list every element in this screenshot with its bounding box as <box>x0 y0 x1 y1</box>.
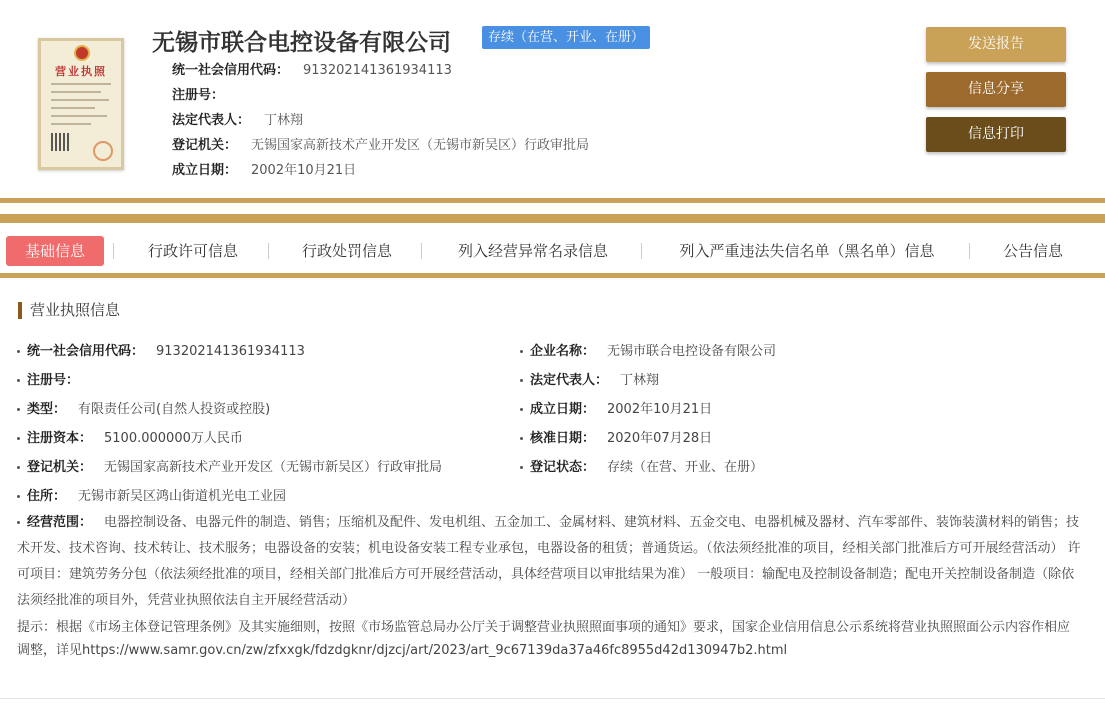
bullet-icon <box>520 466 523 469</box>
bottom-divider <box>0 698 1105 699</box>
field-credit-code <box>17 340 305 359</box>
header-legal-rep <box>172 109 303 128</box>
business-license-thumbnail[interactable] <box>38 38 124 170</box>
notice-text: 提示：根据《市场主体登记管理条例》及其实施细则，按照《市场监管总局办公厅关于调整营业执照照面事项的通知》要求，国家企业信用信息公示系统将营业执照照面公示内容作相应调整，详见https://www.samr.gov.cn/zw/zfxxgk/fdzdgknr/djzcj/art/2023/art_9c67139da37a46fc8955d42d130947b2.html <box>17 620 1071 658</box>
tab-blacklist[interactable]: 列入严重违法失信名单（黑名单）信息 <box>679 242 935 260</box>
license-title: 营业执照 <box>55 65 107 78</box>
bullet-icon <box>17 379 20 382</box>
header-value: 无锡国家高新技术产业开发区（无锡市新吴区）行政审批局 <box>251 138 590 153</box>
status-badge: 存续（在营、开业、在册） <box>482 26 650 49</box>
header-authority <box>172 134 589 153</box>
qr-code-icon <box>51 133 69 151</box>
license-text-line <box>51 99 109 101</box>
print-info-button[interactable]: 信息打印 <box>926 117 1066 152</box>
tab-divider <box>969 243 970 259</box>
company-header <box>0 0 1105 198</box>
license-text-line <box>51 123 91 125</box>
field-value: 2020年07月28日 <box>607 431 713 446</box>
field-value: 丁林翔 <box>620 373 660 388</box>
tab-divider <box>268 243 269 259</box>
tab-announcement[interactable]: 公告信息 <box>1002 242 1063 260</box>
share-info-button[interactable]: 信息分享 <box>926 72 1066 107</box>
field-label: 经营范围： <box>27 515 93 530</box>
header-reg-no <box>172 84 238 103</box>
field-authority <box>17 456 442 475</box>
tab-admin-penalty[interactable]: 行政处罚信息 <box>301 242 392 260</box>
field-value: 无锡国家高新技术产业开发区（无锡市新吴区）行政审批局 <box>104 460 443 475</box>
business-scope <box>17 510 1082 614</box>
field-label: 住所： <box>27 489 67 504</box>
bullet-icon <box>17 521 20 524</box>
field-value: 5100.000000万人民币 <box>104 431 243 446</box>
field-label: 统一社会信用代码： <box>27 344 145 359</box>
field-address <box>17 485 286 504</box>
national-emblem-icon <box>74 45 90 61</box>
bullet-icon <box>17 495 20 498</box>
tab-divider <box>421 243 422 259</box>
bullet-icon <box>17 350 20 353</box>
company-name-title: 无锡市联合电控设备有限公司 <box>152 30 451 56</box>
field-label: 登记状态： <box>530 460 596 475</box>
license-text-line <box>51 91 101 93</box>
tab-divider <box>641 243 642 259</box>
field-value: 有限责任公司(自然人投资或控股) <box>78 402 271 417</box>
field-company-name <box>520 340 776 359</box>
bullet-icon <box>17 466 20 469</box>
field-value: 存续（在营、开业、在册） <box>607 460 764 475</box>
field-reg-status <box>520 456 763 475</box>
field-value: 无锡市新吴区鸿山街道机光电工业园 <box>78 489 287 504</box>
license-text-line <box>51 107 95 109</box>
field-label: 成立日期： <box>530 402 596 417</box>
header-label: 成立日期： <box>172 163 238 178</box>
field-label: 登记机关： <box>27 460 93 475</box>
official-seal-icon <box>93 141 113 161</box>
field-value: 913202141361934113 <box>156 344 305 359</box>
field-label: 类型： <box>27 402 67 417</box>
bullet-icon <box>17 408 20 411</box>
header-label: 注册号： <box>172 88 225 103</box>
header-value: 丁林翔 <box>264 113 304 128</box>
field-approve-date <box>520 427 712 446</box>
header-label: 统一社会信用代码： <box>172 63 290 78</box>
header-found-date <box>172 159 356 178</box>
header-credit-code <box>172 59 452 78</box>
tab-abnormal-operation[interactable]: 列入经营异常名录信息 <box>457 242 608 260</box>
field-value: 2002年10月21日 <box>607 402 713 417</box>
header-value: 2002年10月21日 <box>251 163 357 178</box>
license-text-line <box>51 83 111 85</box>
license-text-line <box>51 115 107 117</box>
info-tabs <box>0 230 1105 270</box>
bullet-icon <box>520 350 523 353</box>
header-divider-top <box>0 198 1105 203</box>
field-capital <box>17 427 243 446</box>
header-label: 法定代表人： <box>172 113 251 128</box>
field-label: 注册号： <box>27 373 80 388</box>
field-found-date <box>520 398 712 417</box>
field-label: 法定代表人： <box>530 373 609 388</box>
tabs-underline <box>0 273 1105 278</box>
header-divider-bottom <box>0 214 1105 223</box>
send-report-button[interactable]: 发送报告 <box>926 27 1066 62</box>
field-value: 电器控制设备、电器元件的制造、销售；压缩机及配件、发电机组、五金加工、金属材料、建筑材料、五金交电、电器机械及器材、汽车零部件、装饰装潢材料的销售；技术开发、技术咨询、技术转让、技术服务；电器设备的安装；机电设备安装工程专业承包，电器设备的租赁；普通货运。（依法须经批准的项目，经相关部门批准后方可开展经营活动） 许可项目：建筑劳务分包（依法须经批准的项目，经相关部门批准后方可开展经营活动，具体经营项目以审批结果为准） 一般项目：输配电及控制设备制造；配电开关控制设备制造（除依法须经批准的项目外，凭营业执照依法自主开展经营活动） <box>17 515 1081 608</box>
field-legal-rep <box>520 369 659 388</box>
field-label: 核准日期： <box>530 431 596 446</box>
header-value: 913202141361934113 <box>303 63 452 78</box>
field-label: 注册资本： <box>27 431 93 446</box>
bullet-icon <box>520 408 523 411</box>
field-reg-no <box>17 369 91 388</box>
field-label: 企业名称： <box>530 344 596 359</box>
field-value: 无锡市联合电控设备有限公司 <box>607 344 777 359</box>
tab-admin-license[interactable]: 行政许可信息 <box>147 242 238 260</box>
tab-divider <box>113 243 114 259</box>
bullet-icon <box>520 379 523 382</box>
tab-basic-info[interactable]: 基础信息 <box>6 236 104 266</box>
header-label: 登记机关： <box>172 138 238 153</box>
section-title: 营业执照信息 <box>18 302 120 319</box>
field-type <box>17 398 270 417</box>
bullet-icon <box>520 437 523 440</box>
bullet-icon <box>17 437 20 440</box>
